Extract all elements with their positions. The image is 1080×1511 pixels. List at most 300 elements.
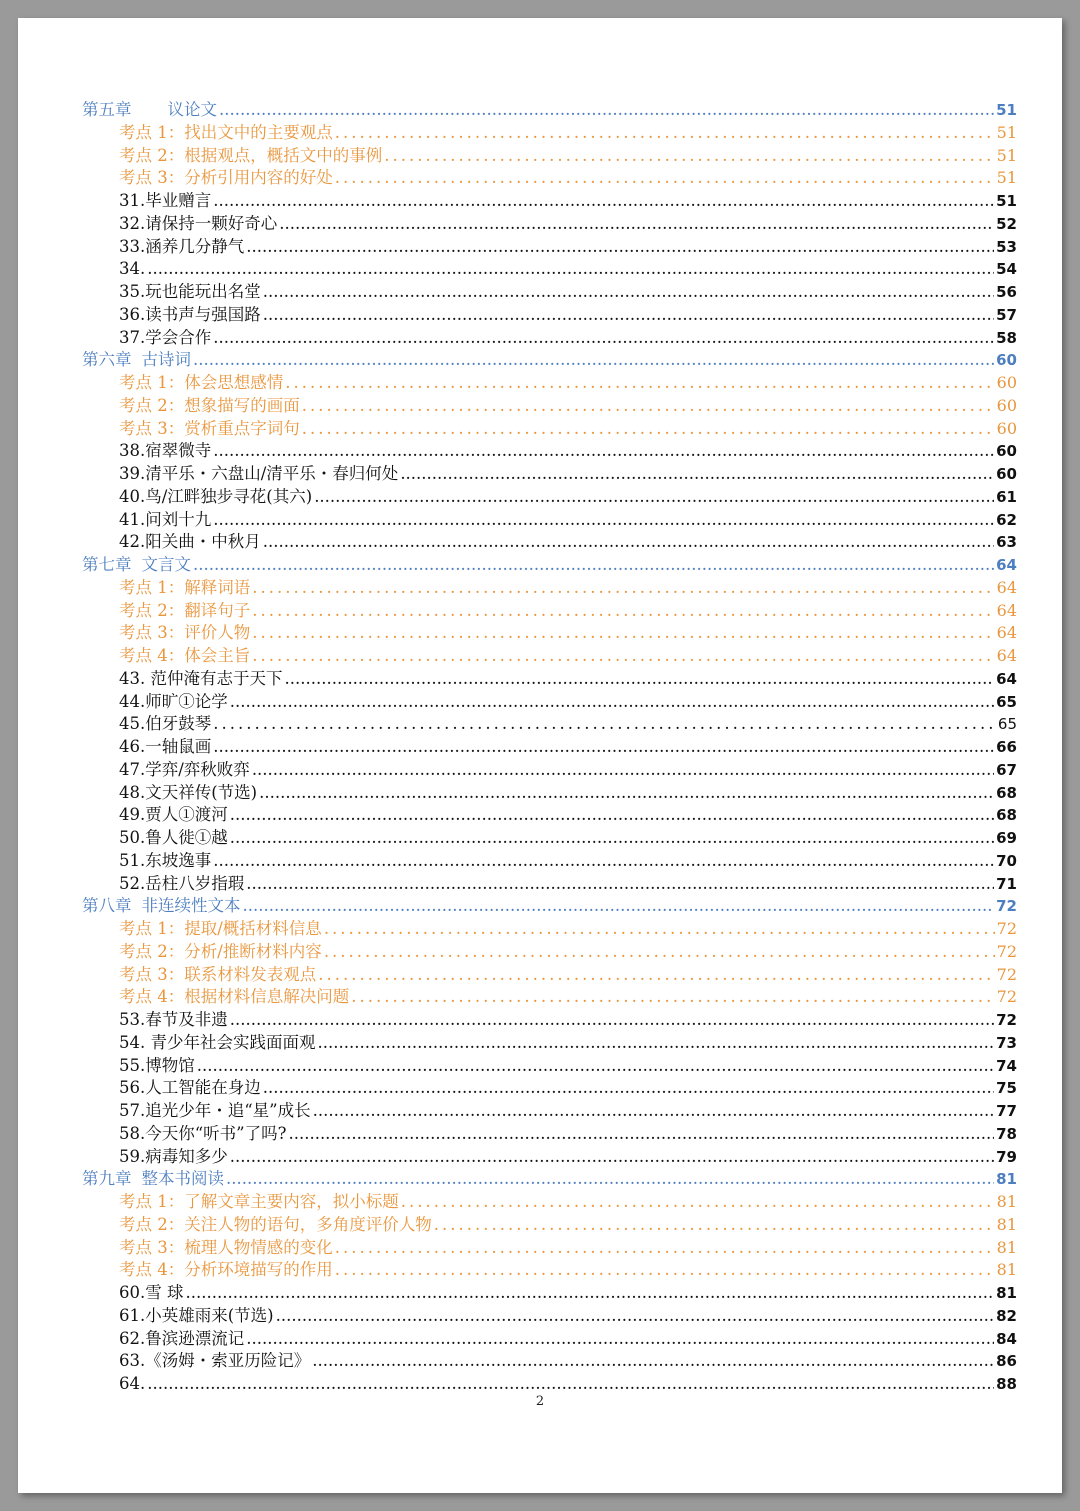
- page-number: 2: [535, 1394, 545, 1409]
- dot-leader: [213, 190, 994, 213]
- toc-entry-article[interactable]: [82, 827, 1017, 850]
- toc-entry-article[interactable]: [82, 258, 1017, 281]
- article-title: 鲁人徙①越: [145, 828, 228, 847]
- toc-page-number: 81: [996, 1260, 1017, 1280]
- chapter-title: 文言文: [141, 555, 191, 574]
- toc-page-number: 77: [996, 1102, 1017, 1120]
- toc-entry-chapter[interactable]: [82, 99, 1017, 122]
- dot-leader: [263, 304, 994, 327]
- toc-page-number: 72: [996, 1011, 1017, 1029]
- toc-entry-point[interactable]: [82, 1191, 1017, 1214]
- article-title: 问刘十九: [145, 509, 212, 529]
- toc-entry-point[interactable]: [82, 645, 1017, 668]
- article-title: 阳关曲・中秋月: [145, 532, 261, 552]
- toc-page-number: 72: [996, 987, 1017, 1007]
- toc-page-number: 72: [996, 897, 1017, 916]
- article-number: 44.: [119, 691, 146, 711]
- exam-point-title: 考点 3：赏析重点字词句: [119, 418, 300, 438]
- toc-entry-article[interactable]: [82, 304, 1017, 327]
- article-number: 58.: [119, 1123, 146, 1143]
- toc-entry-point[interactable]: [82, 167, 1017, 190]
- toc-entry-article[interactable]: [82, 759, 1017, 782]
- dot-leader: [243, 895, 995, 918]
- article-title: 玩也能玩出名堂: [145, 282, 261, 301]
- toc-entry-point[interactable]: [82, 145, 1017, 168]
- toc-page-number: 79: [996, 1147, 1017, 1166]
- article-number: 62.: [119, 1328, 146, 1348]
- chapter-number: 第九章: [82, 1169, 132, 1189]
- article-label: [119, 713, 211, 736]
- toc-page-number: 78: [996, 1124, 1017, 1143]
- toc-page-number: 64: [996, 646, 1017, 665]
- toc-entry-chapter[interactable]: [82, 895, 1017, 918]
- article-number: 38.: [119, 441, 146, 461]
- article-number: 42.: [119, 532, 146, 552]
- article-number: 46.: [119, 737, 146, 756]
- table-of-contents: [82, 99, 1017, 1396]
- article-title: 小英雄雨来(节选): [145, 1305, 274, 1325]
- article-title: 清平乐・六盘山/清平乐・春归何处: [145, 464, 399, 483]
- exam-point-title: 考点 2：翻译句子: [119, 600, 251, 620]
- article-number: 64.: [119, 1374, 146, 1393]
- article-number: 53.: [119, 1010, 146, 1029]
- toc-page-number: 81: [996, 1214, 1017, 1234]
- dot-leader: [285, 372, 994, 395]
- article-number: 52.: [119, 873, 146, 893]
- article-label: [119, 1032, 316, 1055]
- dot-leader: [230, 1146, 994, 1169]
- dot-leader: [213, 440, 994, 463]
- article-number: 60.: [119, 1283, 146, 1302]
- toc-entry-article[interactable]: [82, 873, 1017, 896]
- toc-page-number: 60: [996, 373, 1017, 392]
- toc-entry-article[interactable]: [82, 486, 1017, 509]
- toc-entry-article[interactable]: [82, 668, 1017, 691]
- toc-entry-article[interactable]: [82, 463, 1017, 486]
- toc-entry-point[interactable]: [82, 941, 1017, 964]
- article-title: 贾人①渡河: [145, 805, 228, 825]
- dot-leader: [263, 1077, 994, 1100]
- toc-page-number: 56: [996, 283, 1017, 301]
- toc-page-number: 81: [996, 1170, 1017, 1189]
- dot-leader: [312, 1350, 994, 1373]
- toc-page-number: 51: [996, 101, 1017, 119]
- toc-page-number: 68: [996, 783, 1017, 802]
- article-title: 学弈/弈秋败弈: [145, 759, 250, 779]
- article-title: 宿翠微寺: [145, 441, 212, 461]
- toc-entry-point[interactable]: [82, 622, 1017, 645]
- dot-leader: [230, 1009, 994, 1032]
- dot-leader: [288, 1123, 994, 1146]
- article-label: [119, 1077, 261, 1100]
- toc-page-number: 84: [996, 1329, 1017, 1348]
- chapter-title: 议论文: [167, 100, 217, 119]
- chapter-number: 第八章: [82, 896, 132, 916]
- article-label: [119, 1350, 310, 1373]
- dot-leader: [219, 99, 994, 122]
- dot-leader: [401, 1191, 995, 1214]
- dot-leader: [186, 1282, 995, 1305]
- exam-point-title: 考点 1：了解文章主要内容，拟小标题: [119, 1192, 399, 1211]
- exam-point-title: 考点 4：根据材料信息解决问题: [119, 987, 350, 1007]
- toc-page-number: 51: [996, 192, 1017, 210]
- article-label: [119, 327, 211, 350]
- toc-page-number: 66: [996, 738, 1017, 756]
- toc-page-number: 61: [996, 487, 1017, 506]
- toc-entry-article[interactable]: [82, 1350, 1017, 1373]
- toc-page-number: 71: [996, 874, 1017, 893]
- dot-leader: [197, 1055, 994, 1078]
- article-label: [119, 1373, 145, 1396]
- article-label: [119, 804, 228, 827]
- article-label: [119, 782, 257, 805]
- article-number: 48.: [119, 782, 146, 802]
- dot-leader: [335, 1259, 995, 1282]
- toc-entry-point[interactable]: [82, 395, 1017, 418]
- toc-entry-article[interactable]: [82, 281, 1017, 304]
- chapter-heading: [82, 99, 217, 122]
- article-label: [119, 486, 312, 509]
- toc-entry-article[interactable]: [82, 736, 1017, 759]
- toc-page-number: 65: [997, 715, 1017, 734]
- toc-page-number: 72: [996, 941, 1017, 961]
- toc-entry-point[interactable]: [82, 418, 1017, 441]
- article-number: 50.: [119, 828, 146, 847]
- dot-leader: [230, 804, 994, 827]
- dot-leader: [324, 941, 995, 964]
- article-label: [119, 850, 211, 873]
- toc-page-number: 60: [996, 442, 1017, 461]
- dot-leader: [400, 463, 994, 486]
- dot-leader: [434, 1214, 995, 1237]
- exam-point-title: 考点 1：解释词语: [119, 577, 251, 597]
- dot-leader: [351, 986, 994, 1009]
- chapter-heading: [82, 349, 191, 372]
- article-title: 青少年社会实践面面观: [145, 1032, 316, 1052]
- toc-page-number: 68: [996, 806, 1017, 825]
- article-title: 毕业赠言: [145, 191, 212, 210]
- toc-entry-article[interactable]: [82, 213, 1017, 236]
- toc-entry-article[interactable]: [82, 1055, 1017, 1078]
- toc-entry-article[interactable]: [82, 691, 1017, 714]
- exam-point-title: 考点 2：想象描写的画面: [119, 395, 300, 415]
- toc-page-number: 51: [996, 168, 1017, 188]
- toc-page-number: 86: [996, 1352, 1017, 1371]
- article-label: [119, 190, 211, 213]
- article-title: 《汤姆・索亚历险记》: [145, 1351, 311, 1371]
- article-label: [119, 258, 145, 281]
- dot-leader: [335, 1237, 995, 1260]
- toc-entry-point[interactable]: [82, 1259, 1017, 1282]
- dot-leader: [279, 213, 994, 236]
- toc-entry-article[interactable]: [82, 1373, 1017, 1396]
- dot-leader: [193, 554, 994, 577]
- dot-leader: [259, 782, 994, 805]
- article-number: 36.: [119, 304, 146, 324]
- article-label: [119, 1305, 274, 1328]
- dot-leader: [213, 736, 994, 759]
- dot-leader: [252, 645, 994, 668]
- article-label: [119, 1123, 286, 1146]
- toc-entry-point[interactable]: [82, 986, 1017, 1009]
- article-label: [119, 759, 250, 782]
- article-title: 伯牙鼓琴: [145, 714, 212, 734]
- dot-leader: [230, 827, 994, 850]
- document-page: [18, 18, 1062, 1493]
- article-label: [119, 827, 228, 850]
- article-number: 33.: [119, 236, 146, 256]
- dot-leader: [252, 577, 994, 600]
- exam-point-title: 考点 4：分析环境描写的作用: [119, 1260, 333, 1280]
- dot-leader: [252, 622, 994, 645]
- exam-point-title: 考点 3：评价人物: [119, 623, 251, 643]
- article-title: 请保持一颗好奇心: [145, 213, 278, 233]
- article-number: 61.: [119, 1305, 146, 1325]
- toc-entry-article[interactable]: [82, 190, 1017, 213]
- dot-leader: [147, 258, 994, 281]
- toc-page-number: 60: [996, 418, 1017, 438]
- article-title: 读书声与强国路: [145, 304, 261, 324]
- exam-point-title: 考点 3：联系材料发表观点: [119, 964, 317, 984]
- article-title: 鲁滨逊漂流记: [145, 1328, 245, 1348]
- toc-page-number: 82: [996, 1306, 1017, 1325]
- toc-entry-article[interactable]: [82, 782, 1017, 805]
- article-number: 47.: [119, 759, 146, 779]
- article-label: [119, 668, 283, 691]
- toc-entry-point[interactable]: [82, 918, 1017, 941]
- exam-point-title: 考点 3：梳理人物情感的变化: [119, 1237, 333, 1257]
- dot-leader: [213, 509, 994, 532]
- toc-entry-point[interactable]: [82, 577, 1017, 600]
- toc-entry-article[interactable]: [82, 1009, 1017, 1032]
- toc-entry-point[interactable]: [82, 1214, 1017, 1237]
- exam-point-title: 考点 1：提取/概括材料信息: [119, 919, 322, 938]
- dot-leader: [246, 1328, 994, 1351]
- toc-entry-article[interactable]: [82, 1123, 1017, 1146]
- toc-page-number: 51: [996, 122, 1017, 142]
- toc-page-number: 67: [996, 760, 1017, 779]
- toc-page-number: 72: [996, 964, 1017, 984]
- article-number: 40.: [119, 486, 146, 506]
- article-number: 59.: [119, 1146, 146, 1166]
- article-label: [119, 736, 211, 759]
- article-title: 东坡逸事: [145, 850, 212, 870]
- toc-page-number: 70: [996, 851, 1017, 870]
- article-title: 师旷①论学: [145, 691, 228, 711]
- chapter-number: 第六章: [82, 350, 132, 370]
- toc-page-number: 64: [996, 577, 1017, 597]
- dot-leader: [213, 713, 996, 736]
- toc-entry-point[interactable]: [82, 372, 1017, 395]
- toc-entry-article[interactable]: [82, 713, 1017, 736]
- toc-entry-article[interactable]: [82, 1328, 1017, 1351]
- article-number: 32.: [119, 213, 146, 233]
- toc-entry-article[interactable]: [82, 850, 1017, 873]
- toc-page-number: 81: [996, 1192, 1017, 1211]
- dot-leader: [147, 1373, 994, 1396]
- article-title: 雪 球: [145, 1283, 184, 1302]
- toc-entry-chapter[interactable]: [82, 1168, 1017, 1191]
- dot-leader: [313, 1100, 995, 1123]
- toc-entry-article[interactable]: [82, 1077, 1017, 1100]
- toc-entry-article[interactable]: [82, 531, 1017, 554]
- dot-leader: [318, 1032, 995, 1055]
- toc-page-number: 64: [996, 600, 1017, 620]
- dot-leader: [302, 418, 995, 441]
- toc-entry-article[interactable]: [82, 509, 1017, 532]
- article-label: [119, 440, 211, 463]
- article-label: [119, 236, 244, 259]
- dot-leader: [213, 327, 994, 350]
- toc-page-number: 63: [996, 533, 1017, 552]
- article-number: 49.: [119, 805, 146, 825]
- article-label: [119, 531, 261, 554]
- article-label: [119, 281, 261, 304]
- article-label: [119, 1328, 244, 1351]
- article-number: 57.: [119, 1101, 146, 1120]
- dot-leader: [384, 145, 994, 168]
- toc-entry-point[interactable]: [82, 1237, 1017, 1260]
- toc-entry-chapter[interactable]: [82, 349, 1017, 372]
- article-title: 范仲淹有志于天下: [145, 668, 283, 688]
- toc-page-number: 69: [996, 829, 1017, 847]
- toc-entry-article[interactable]: [82, 1146, 1017, 1169]
- dot-leader: [226, 1168, 994, 1191]
- article-label: [119, 873, 244, 896]
- dot-leader: [263, 531, 994, 554]
- chapter-title: 整本书阅读: [141, 1169, 224, 1189]
- article-number: 35.: [119, 282, 146, 301]
- toc-page-number: 75: [996, 1079, 1017, 1098]
- article-title: 鸟/江畔独步寻花(其六): [145, 486, 313, 506]
- toc-entry-article[interactable]: [82, 1100, 1017, 1123]
- toc-entry-article[interactable]: [82, 1305, 1017, 1328]
- toc-page-number: 73: [996, 1033, 1017, 1052]
- chapter-heading: [82, 895, 241, 918]
- toc-page-number: 62: [996, 510, 1017, 529]
- toc-page-number: 74: [996, 1056, 1017, 1075]
- article-number: 63.: [119, 1351, 146, 1371]
- article-number: 43.: [119, 668, 146, 688]
- article-number: 37.: [119, 327, 146, 347]
- dot-leader: [252, 600, 994, 623]
- exam-point-title: 考点 1：体会思想感情: [119, 373, 284, 392]
- exam-point-title: 考点 2：分析/推断材料内容: [119, 941, 322, 961]
- article-number: 45.: [119, 714, 146, 734]
- toc-page-number: 52: [996, 214, 1017, 233]
- toc-page-number: 64: [996, 669, 1017, 688]
- article-title: 涵养几分静气: [145, 236, 245, 256]
- dot-leader: [285, 668, 995, 691]
- article-title: 一轴鼠画: [145, 737, 212, 756]
- toc-page-number: 81: [996, 1284, 1017, 1302]
- article-number: 31.: [119, 191, 146, 210]
- dot-leader: [335, 122, 995, 145]
- dot-leader: [246, 236, 994, 259]
- article-title: 岳柱八岁指瑕: [145, 873, 245, 893]
- exam-point-title: 考点 4：体会主旨: [119, 646, 251, 665]
- article-number: 55.: [119, 1055, 146, 1075]
- article-label: [119, 1100, 311, 1123]
- article-title: 博物馆: [145, 1055, 195, 1075]
- toc-page-number: 72: [996, 919, 1017, 938]
- exam-point-title: 考点 3：分析引用内容的好处: [119, 168, 333, 188]
- article-number: 51.: [119, 850, 146, 870]
- article-label: [119, 463, 398, 486]
- dot-leader: [324, 918, 995, 941]
- toc-page-number: 58: [996, 328, 1017, 347]
- chapter-heading: [82, 554, 191, 577]
- toc-entry-article[interactable]: [82, 1032, 1017, 1055]
- article-title: 学会合作: [145, 327, 212, 347]
- article-label: [119, 691, 228, 714]
- toc-entry-article[interactable]: [82, 236, 1017, 259]
- toc-page-number: 51: [996, 145, 1017, 165]
- toc-page-number: 65: [996, 692, 1017, 711]
- chapter-number: 第七章: [82, 555, 132, 574]
- toc-page-number: 88: [996, 1375, 1017, 1393]
- article-label: [119, 1009, 228, 1032]
- dot-leader: [246, 873, 994, 896]
- toc-page-number: 64: [996, 623, 1017, 643]
- article-title: 春节及非遗: [145, 1010, 228, 1029]
- toc-page-number: 81: [996, 1237, 1017, 1257]
- article-title: 今天你“听书”了吗?: [145, 1123, 287, 1143]
- exam-point-title: 考点 2：根据观点，概括文中的事例: [119, 145, 383, 165]
- dot-leader: [318, 964, 994, 987]
- toc-entry-point[interactable]: [82, 964, 1017, 987]
- article-number: 56.: [119, 1078, 146, 1098]
- toc-page-number: 57: [996, 305, 1017, 324]
- toc-entry-article[interactable]: [82, 804, 1017, 827]
- article-number: 39.: [119, 464, 146, 483]
- toc-entry-point[interactable]: [82, 122, 1017, 145]
- toc-page-number: 64: [996, 556, 1017, 574]
- article-label: [119, 213, 277, 236]
- article-number: 41.: [119, 509, 146, 529]
- exam-point-title: 考点 1：找出文中的主要观点: [119, 122, 333, 142]
- article-number: 34.: [119, 259, 146, 279]
- article-title: 追光少年・追“星”成长: [145, 1101, 311, 1120]
- article-label: [119, 304, 261, 327]
- article-label: [119, 1146, 228, 1169]
- dot-leader: [230, 691, 994, 714]
- article-title: 文天祥传(节选): [145, 782, 258, 802]
- toc-entry-point[interactable]: [82, 600, 1017, 623]
- dot-leader: [263, 281, 994, 304]
- article-label: [119, 1055, 195, 1078]
- toc-entry-article[interactable]: [82, 440, 1017, 463]
- article-title: 病毒知多少: [145, 1146, 228, 1166]
- article-number: 54.: [119, 1032, 146, 1052]
- toc-entry-article[interactable]: [82, 1282, 1017, 1305]
- dot-leader: [314, 486, 994, 509]
- dot-leader: [276, 1305, 995, 1328]
- toc-entry-article[interactable]: [82, 327, 1017, 350]
- dot-leader: [213, 850, 994, 873]
- article-title: 人工智能在身边: [145, 1078, 261, 1098]
- dot-leader: [335, 167, 995, 190]
- article-label: [119, 1282, 184, 1305]
- article-label: [119, 509, 211, 532]
- toc-page-number: 60: [996, 351, 1017, 370]
- toc-page-number: 53: [996, 237, 1017, 256]
- dot-leader: [302, 395, 995, 418]
- dot-leader: [193, 349, 994, 372]
- toc-page-number: 54: [996, 260, 1017, 279]
- dot-leader: [252, 759, 994, 782]
- toc-entry-chapter[interactable]: [82, 554, 1017, 577]
